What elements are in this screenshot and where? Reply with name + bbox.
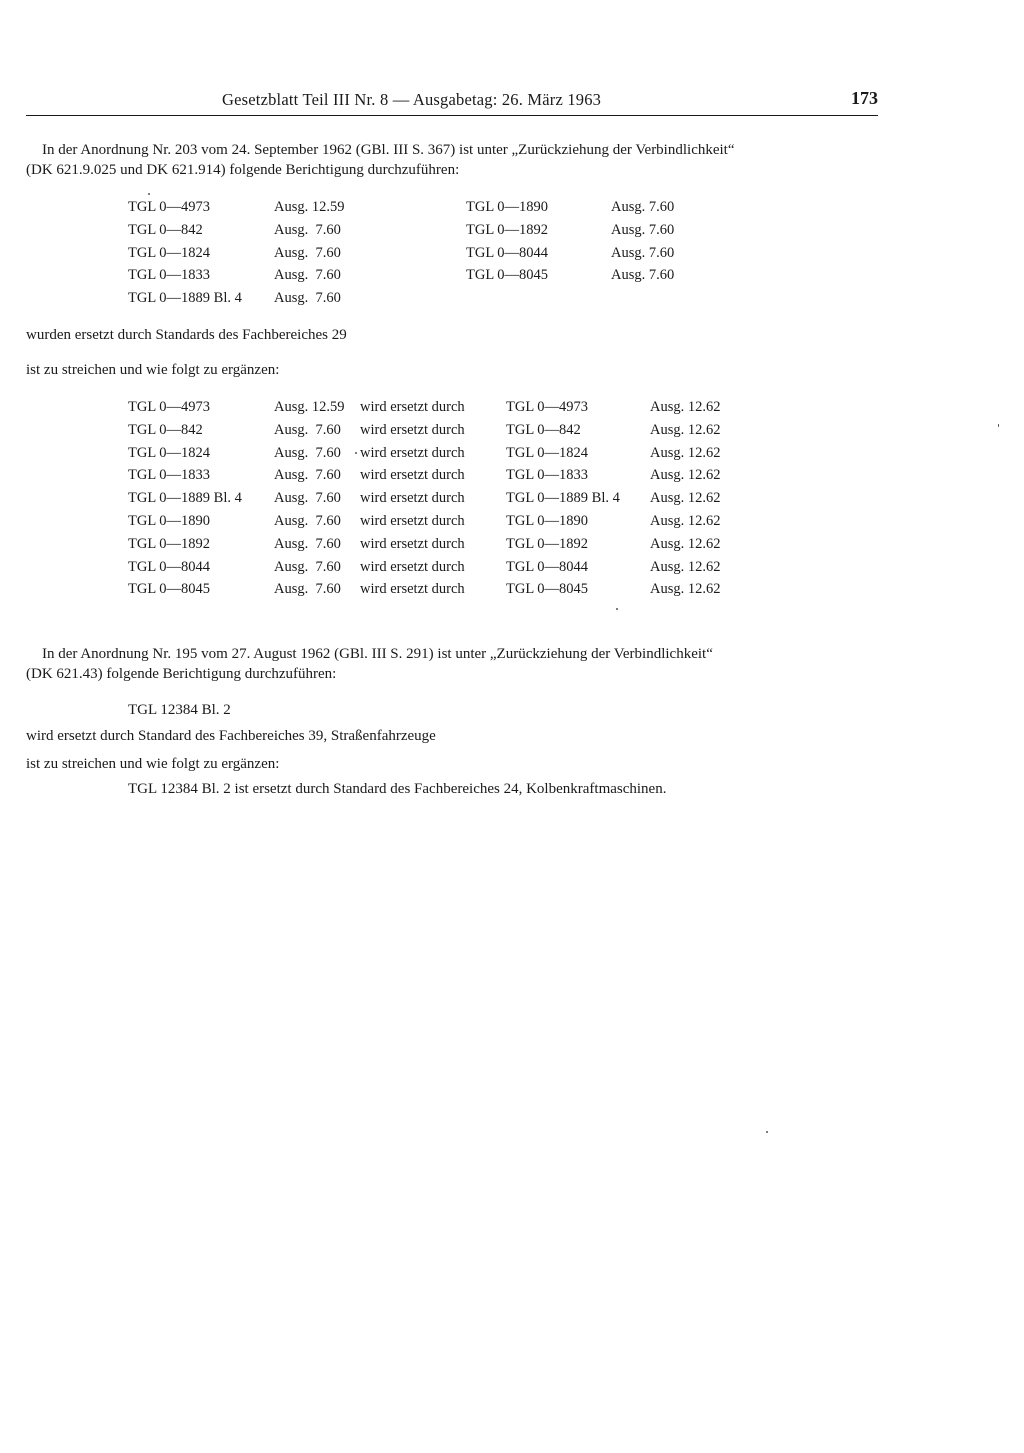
replacement-old-ausg: Ausg. 7.60 (274, 422, 341, 438)
list-right-ausg: Ausg. 7.60 (611, 222, 675, 238)
list-left-ausg: Ausg. 7.60 (274, 222, 341, 238)
replacement-old-tgl: TGL 0—1833 (128, 467, 211, 483)
replacement-new-tgl: TGL 0—1833 (506, 467, 589, 483)
replacement-phrase: wird ersetzt durch (360, 422, 465, 438)
replacement-old-ausg: Ausg. 12.59 (274, 399, 345, 415)
replacement-old-ausg: Ausg. 7.60 (274, 467, 341, 483)
replacement-new-tgl: TGL 0—8045 (506, 581, 589, 597)
replacement-new-ausg: Ausg. 12.62 (650, 513, 721, 529)
replacement-old-ausg: Ausg. 7.60 (274, 490, 341, 506)
section1-replaced-text: wurden ersetzt durch Standards des Fachbereiches 29 (26, 327, 347, 343)
list-right-tgl: TGL 0—1890 (466, 199, 549, 215)
replacement-old-ausg: Ausg. 7.60 (274, 445, 341, 461)
replacement-old-tgl: TGL 0—1890 (128, 513, 211, 529)
list-left-ausg: Ausg. 7.60 (274, 267, 341, 283)
replacement-phrase: wird ersetzt durch (360, 513, 465, 529)
list-left-tgl: TGL 0—1824 (128, 245, 211, 261)
section2-intro-line2: (DK 621.43) folgende Berichtigung durchzuführen: (26, 666, 337, 682)
section1-strike-text: ist zu streichen und wie folgt zu ergänzen: (26, 362, 280, 378)
replacement-new-tgl: TGL 0—1890 (506, 513, 589, 529)
replacement-old-tgl: TGL 0—8045 (128, 581, 211, 597)
list-left-tgl: TGL 0—1889 Bl. 4 (128, 290, 242, 306)
replacement-phrase: wird ersetzt durch (360, 445, 465, 461)
replacement-phrase: wird ersetzt durch (360, 581, 465, 597)
section2-replaced-text: wird ersetzt durch Standard des Fachbereiches 39, Straßenfahrzeuge (26, 728, 436, 744)
section1-intro-line2: (DK 621.9.025 und DK 621.914) folgende Berichtigung durchzuführen: (26, 162, 460, 178)
replacement-old-tgl: TGL 0—1824 (128, 445, 211, 461)
replacement-new-tgl: TGL 0—842 (506, 422, 581, 438)
replacement-new-ausg: Ausg. 12.62 (650, 581, 721, 597)
header-rule (26, 115, 878, 116)
replacement-phrase: wird ersetzt durch (360, 399, 465, 415)
list-right-ausg: Ausg. 7.60 (611, 245, 675, 261)
list-left-tgl: TGL 0—842 (128, 222, 203, 238)
replacement-new-ausg: Ausg. 12.62 (650, 490, 721, 506)
section2-final-text: TGL 12384 Bl. 2 ist ersetzt durch Standard des Fachbereiches 24, Kolbenkraftmaschinen. (128, 781, 667, 797)
replacement-new-ausg: Ausg. 12.62 (650, 422, 721, 438)
replacement-old-ausg: Ausg. 7.60 (274, 536, 341, 552)
list-right-tgl: TGL 0—8045 (466, 267, 549, 283)
page-number: 173 (851, 88, 878, 108)
list-left-tgl: TGL 0—4973 (128, 199, 211, 215)
replacement-phrase: wird ersetzt durch (360, 490, 465, 506)
list-right-tgl: TGL 0—8044 (466, 245, 549, 261)
list-right-tgl: TGL 0—1892 (466, 222, 549, 238)
list-left-ausg: Ausg. 7.60 (274, 245, 341, 261)
replacement-new-ausg: Ausg. 12.62 (650, 399, 721, 415)
replacement-phrase: wird ersetzt durch (360, 467, 465, 483)
section2-strike-text: ist zu streichen und wie folgt zu ergänzen: (26, 756, 280, 772)
replacement-new-ausg: Ausg. 12.62 (650, 445, 721, 461)
list-left-ausg: Ausg. 12.59 (274, 199, 345, 215)
replacement-new-ausg: Ausg. 12.62 (650, 467, 721, 483)
replacement-new-tgl: TGL 0—1889 Bl. 4 (506, 490, 620, 506)
replacement-old-ausg: Ausg. 7.60 (274, 559, 341, 575)
replacement-old-ausg: Ausg. 7.60 (274, 581, 341, 597)
scan-speck (766, 1131, 768, 1133)
page-header (26, 88, 878, 118)
replacement-old-tgl: TGL 0—8044 (128, 559, 211, 575)
list-left-tgl: TGL 0—1833 (128, 267, 211, 283)
replacement-new-tgl: TGL 0—4973 (506, 399, 589, 415)
replacement-old-tgl: TGL 0—1892 (128, 536, 211, 552)
replacement-new-tgl: TGL 0—1892 (506, 536, 589, 552)
replacement-phrase: wird ersetzt durch (360, 559, 465, 575)
section1-intro-line1: In der Anordnung Nr. 203 vom 24. September 1962 (GBl. III S. 367) ist unter „Zurückziehung der Verbindlichkeit“ (42, 142, 735, 158)
replacement-old-ausg: Ausg. 7.60 (274, 513, 341, 529)
scan-speck (998, 424, 999, 427)
list-left-ausg: Ausg. 7.60 (274, 290, 341, 306)
replacement-new-tgl: TGL 0—1824 (506, 445, 589, 461)
header-title: Gesetzblatt Teil III Nr. 8 — Ausgabetag: 26. März 1963 (222, 90, 602, 109)
section2-intro-line1: In der Anordnung Nr. 195 vom 27. August 1962 (GBl. III S. 291) ist unter „Zurückziehung der Verbindlichkeit“ (42, 646, 713, 662)
replacement-old-tgl: TGL 0—4973 (128, 399, 211, 415)
replacement-new-ausg: Ausg. 12.62 (650, 559, 721, 575)
list-right-ausg: Ausg. 7.60 (611, 199, 675, 215)
list-right-ausg: Ausg. 7.60 (611, 267, 675, 283)
replacement-new-tgl: TGL 0—8044 (506, 559, 589, 575)
replacement-new-ausg: Ausg. 12.62 (650, 536, 721, 552)
scan-speck (148, 193, 150, 195)
section2-item: TGL 12384 Bl. 2 (128, 702, 231, 718)
replacement-old-tgl: TGL 0—842 (128, 422, 203, 438)
scan-speck (355, 452, 357, 454)
replacement-phrase: wird ersetzt durch (360, 536, 465, 552)
replacement-old-tgl: TGL 0—1889 Bl. 4 (128, 490, 242, 506)
scan-speck (616, 608, 618, 610)
